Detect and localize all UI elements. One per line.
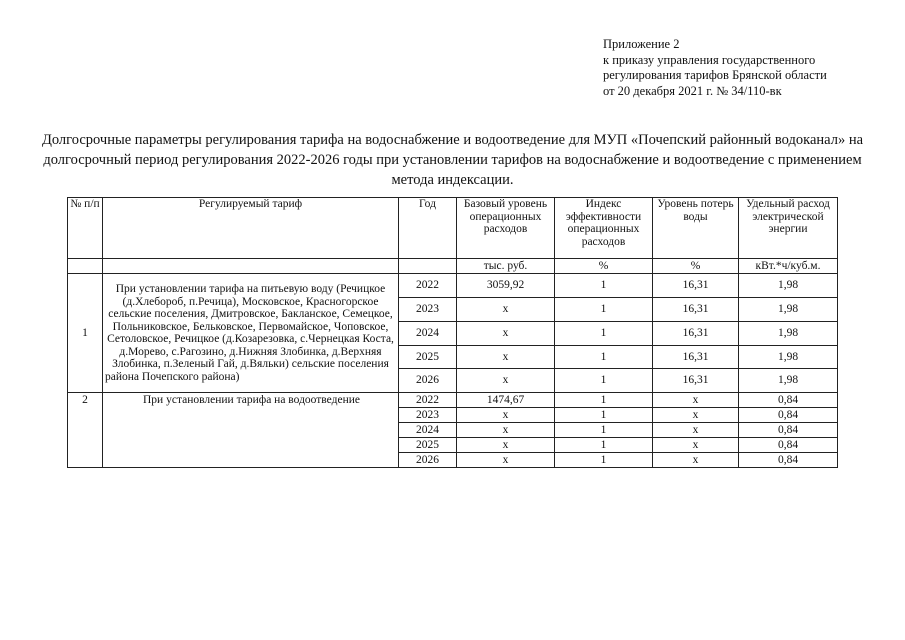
header-energy-consumption: Удельный расход электрической энергии bbox=[739, 198, 838, 259]
units-index: % bbox=[555, 259, 653, 274]
cell-base: х bbox=[457, 438, 555, 453]
cell-loss: х bbox=[653, 393, 739, 408]
annex-block bbox=[603, 37, 827, 99]
cell-loss: х bbox=[653, 408, 739, 423]
cell-index: 1 bbox=[555, 438, 653, 453]
cell-index: 1 bbox=[555, 453, 653, 468]
cell-loss: 16,31 bbox=[653, 298, 739, 322]
group-num: 2 bbox=[68, 393, 103, 468]
header-row bbox=[68, 198, 838, 259]
cell-energy: 0,84 bbox=[739, 408, 838, 423]
cell-loss: 16,31 bbox=[653, 369, 739, 393]
cell-base: 1474,67 bbox=[457, 393, 555, 408]
cell-index: 1 bbox=[555, 408, 653, 423]
cell-year: 2023 bbox=[399, 298, 457, 322]
annex-line: регулирования тарифов Брянской области bbox=[603, 68, 827, 82]
cell-loss: х bbox=[653, 438, 739, 453]
units-cell-empty bbox=[399, 259, 457, 274]
header-year: Год bbox=[399, 198, 457, 259]
cell-loss: х bbox=[653, 423, 739, 438]
cell-base: х bbox=[457, 453, 555, 468]
annex-line: от 20 декабря 2021 г. № 34/110-вк bbox=[603, 83, 782, 98]
units-energy: кВт.*ч/куб.м. bbox=[739, 259, 838, 274]
table-row bbox=[68, 393, 838, 408]
cell-energy: 1,98 bbox=[739, 274, 838, 298]
units-loss: % bbox=[653, 259, 739, 274]
cell-year: 2025 bbox=[399, 346, 457, 369]
header-num: № п/п bbox=[68, 198, 103, 259]
header-water-loss: Уровень потерь воды bbox=[653, 198, 739, 259]
cell-year: 2024 bbox=[399, 423, 457, 438]
cell-year: 2022 bbox=[399, 393, 457, 408]
cell-base: х bbox=[457, 298, 555, 322]
header-efficiency-index: Индекс эффективности операционных расходов bbox=[555, 198, 653, 259]
units-cell-empty bbox=[68, 259, 103, 274]
units-base: тыс. руб. bbox=[457, 259, 555, 274]
cell-loss: 16,31 bbox=[653, 346, 739, 369]
cell-energy: 0,84 bbox=[739, 423, 838, 438]
table-row bbox=[68, 274, 838, 298]
cell-year: 2025 bbox=[399, 438, 457, 453]
annex-line: к приказу управления государственного bbox=[603, 52, 816, 67]
header-base-level: Базовый уровень операционных расходов bbox=[457, 198, 555, 259]
cell-energy: 1,98 bbox=[739, 346, 838, 369]
cell-energy: 1,98 bbox=[739, 369, 838, 393]
cell-index: 1 bbox=[555, 369, 653, 393]
cell-energy: 0,84 bbox=[739, 393, 838, 408]
cell-energy: 1,98 bbox=[739, 298, 838, 322]
cell-energy: 0,84 bbox=[739, 453, 838, 468]
cell-index: 1 bbox=[555, 298, 653, 322]
cell-loss: 16,31 bbox=[653, 322, 739, 346]
cell-base: х bbox=[457, 346, 555, 369]
cell-year: 2024 bbox=[399, 322, 457, 346]
cell-loss: 16,31 bbox=[653, 274, 739, 298]
cell-base: х bbox=[457, 369, 555, 393]
units-cell-empty bbox=[103, 259, 399, 274]
cell-energy: 0,84 bbox=[739, 438, 838, 453]
cell-base: х bbox=[457, 322, 555, 346]
group-num: 1 bbox=[68, 274, 103, 393]
cell-index: 1 bbox=[555, 274, 653, 298]
cell-year: 2023 bbox=[399, 408, 457, 423]
cell-year: 2026 bbox=[399, 453, 457, 468]
cell-year: 2022 bbox=[399, 274, 457, 298]
cell-index: 1 bbox=[555, 322, 653, 346]
document-title: Долгосрочные параметры регулирования тарифа на водоснабжение и водоотведение для МУП «Почепский районный водоканал» на долгосрочный период регулирования 2022-2026 годы при установлении тарифов на водоснабжение и водоотведение с применением метода индексации. bbox=[41, 132, 864, 188]
cell-base: х bbox=[457, 423, 555, 438]
cell-base: 3059,92 bbox=[457, 274, 555, 298]
cell-index: 1 bbox=[555, 393, 653, 408]
group-tariff: При установлении тарифа на питьевую воду (Речицкое (д.Хлебороб, п.Речица), Московское, Красногорское сельские поселения, Дмитровское, Бакланское, Семецкое, Польниковское, Бельковское, Первомайское, Чоповское, Сетоловское, Речицкое (д.Козарезовка, с.Чернецкая Коста, д.Морево, с.Рагозино, д.Нижняя Злобинка, д.Верхняя Злобинка, п.Зеленый Гай, д.Вяльки) сельские поселения района Почепского района) bbox=[103, 274, 399, 393]
cell-energy: 1,98 bbox=[739, 322, 838, 346]
cell-year: 2026 bbox=[399, 369, 457, 393]
parameters-table bbox=[67, 197, 838, 468]
group-tariff: При установлении тарифа на водоотведение bbox=[103, 393, 399, 468]
annex-line: Приложение 2 bbox=[603, 37, 680, 51]
cell-loss: х bbox=[653, 453, 739, 468]
units-row bbox=[68, 259, 838, 274]
cell-index: 1 bbox=[555, 423, 653, 438]
cell-base: х bbox=[457, 408, 555, 423]
cell-index: 1 bbox=[555, 346, 653, 369]
header-tariff: Регулируемый тариф bbox=[103, 198, 399, 259]
